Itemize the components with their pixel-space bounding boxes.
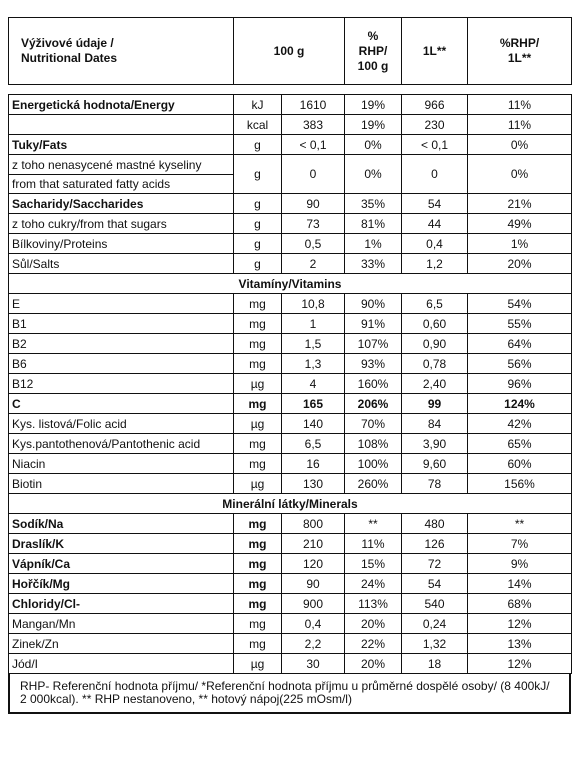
nutrient-name: B1 <box>9 314 234 334</box>
value-per-1l: 0,60 <box>402 314 468 334</box>
unit-cell: µg <box>234 414 282 434</box>
rhp-per-100g: 206% <box>345 394 402 414</box>
rhp-per-1l: 12% <box>468 654 572 674</box>
value-per-100g: 1,3 <box>282 354 345 374</box>
value-per-1l: 44 <box>402 214 468 234</box>
value-per-1l: 54 <box>402 194 468 214</box>
rhp-per-100g: 100% <box>345 454 402 474</box>
rhp-per-1l: 56% <box>468 354 572 374</box>
nutrient-name: Chloridy/Cl- <box>9 594 234 614</box>
nutrient-name: Zinek/Zn <box>9 634 234 654</box>
nutrition-label <box>8 17 571 714</box>
nutrient-name: Hořčík/Mg <box>9 574 234 594</box>
rhp-per-1l: 1% <box>468 234 572 254</box>
rhp-per-1l: 11% <box>468 95 572 115</box>
rhp-per-1l: 68% <box>468 594 572 614</box>
nutrient-name: B6 <box>9 354 234 374</box>
nutrient-name: Bílkoviny/Proteins <box>9 234 234 254</box>
rhp-per-1l: 14% <box>468 574 572 594</box>
value-per-1l: 99 <box>402 394 468 414</box>
nutrient-name-line: z toho nenasycené mastné kyseliny <box>12 157 202 172</box>
value-per-100g: 90 <box>282 574 345 594</box>
rhp-per-100g: 24% <box>345 574 402 594</box>
value-per-1l: 540 <box>402 594 468 614</box>
vitamins-section-header <box>9 274 572 294</box>
value-per-1l: 18 <box>402 654 468 674</box>
nutrient-name: Sacharidy/Saccharides <box>9 194 234 214</box>
unit-cell: mg <box>234 354 282 374</box>
table-row <box>9 155 572 194</box>
table-row <box>9 294 572 314</box>
value-per-100g: 140 <box>282 414 345 434</box>
rhp-per-1l: 12% <box>468 614 572 634</box>
value-per-1l: 966 <box>402 95 468 115</box>
nutrient-name: Draslík/K <box>9 534 234 554</box>
value-per-1l: 1,32 <box>402 634 468 654</box>
value-per-100g: 10,8 <box>282 294 345 314</box>
rhp-per-100g: 35% <box>345 194 402 214</box>
header-per-1l: 1L** <box>402 18 468 85</box>
table-row <box>9 574 572 594</box>
nutrient-name: B12 <box>9 374 234 394</box>
value-per-1l: < 0,1 <box>402 135 468 155</box>
value-per-1l: 126 <box>402 534 468 554</box>
table-row <box>9 214 572 234</box>
nutrient-name: B2 <box>9 334 234 354</box>
value-per-1l: 0,4 <box>402 234 468 254</box>
unit-cell: mg <box>234 594 282 614</box>
value-per-100g: 0,5 <box>282 234 345 254</box>
value-per-100g: 6,5 <box>282 434 345 454</box>
value-per-1l: 230 <box>402 115 468 135</box>
rhp-per-100g: 15% <box>345 554 402 574</box>
rhp-per-100g: 260% <box>345 474 402 494</box>
rhp-per-100g: 91% <box>345 314 402 334</box>
value-per-1l: 2,40 <box>402 374 468 394</box>
unit-cell: g <box>234 254 282 274</box>
table-row <box>9 654 572 674</box>
rhp-per-1l: 49% <box>468 214 572 234</box>
nutrient-name: Energetická hodnota/Energy <box>9 95 234 115</box>
value-per-1l: 78 <box>402 474 468 494</box>
nutrient-name: Kys. listová/Folic acid <box>9 414 234 434</box>
value-per-100g: 90 <box>282 194 345 214</box>
table-row <box>9 454 572 474</box>
value-per-1l: 0 <box>402 155 468 194</box>
value-per-100g: 2,2 <box>282 634 345 654</box>
rhp-per-100g: 33% <box>345 254 402 274</box>
rhp-per-100g: 113% <box>345 594 402 614</box>
nutrient-name: Jód/I <box>9 654 234 674</box>
table-row <box>9 95 572 115</box>
table-row <box>9 534 572 554</box>
nutrient-name: E <box>9 294 234 314</box>
unit-cell: mg <box>234 634 282 654</box>
value-per-100g: 0,4 <box>282 614 345 634</box>
rhp-per-1l: 11% <box>468 115 572 135</box>
table-row <box>9 634 572 654</box>
nutrient-name: Kys.pantothenová/Pantothenic acid <box>9 434 234 454</box>
rhp-per-100g: 20% <box>345 654 402 674</box>
header-gap <box>9 85 572 95</box>
value-per-1l: 84 <box>402 414 468 434</box>
rhp-per-1l: 64% <box>468 334 572 354</box>
rhp-per-100g: 90% <box>345 294 402 314</box>
value-per-100g: 165 <box>282 394 345 414</box>
table-row <box>9 594 572 614</box>
unit-cell: kcal <box>234 115 282 135</box>
unit-cell: mg <box>234 534 282 554</box>
value-per-100g: 30 <box>282 654 345 674</box>
rhp-per-1l: 42% <box>468 414 572 434</box>
header-rhp-1l: %RHP/ 1L** <box>468 18 572 85</box>
minerals-section-header <box>9 494 572 514</box>
value-per-1l: 6,5 <box>402 294 468 314</box>
table-row <box>9 194 572 214</box>
section-title: Vitamíny/Vitamins <box>9 274 572 294</box>
rhp-per-100g: 11% <box>345 534 402 554</box>
value-per-1l: 3,90 <box>402 434 468 454</box>
unit-cell: mg <box>234 514 282 534</box>
nutrient-name: Biotin <box>9 474 234 494</box>
value-per-100g: 800 <box>282 514 345 534</box>
table-row <box>9 414 572 434</box>
nutrient-name: Mangan/Mn <box>9 614 234 634</box>
header-per-100g: 100 g <box>234 18 345 85</box>
rhp-per-1l: 65% <box>468 434 572 454</box>
unit-cell: mg <box>234 394 282 414</box>
unit-cell: mg <box>234 574 282 594</box>
nutrient-name <box>9 115 234 135</box>
header-rhp-100g: % RHP/ 100 g <box>345 18 402 85</box>
rhp-per-1l: 156% <box>468 474 572 494</box>
value-per-1l: 0,24 <box>402 614 468 634</box>
rhp-per-1l: 9% <box>468 554 572 574</box>
nutrient-name: Niacin <box>9 454 234 474</box>
table-row <box>9 614 572 634</box>
value-per-100g: 900 <box>282 594 345 614</box>
value-per-1l: 0,78 <box>402 354 468 374</box>
rhp-per-1l: 20% <box>468 254 572 274</box>
rhp-per-1l: 7% <box>468 534 572 554</box>
nutrient-name: z toho cukry/from that sugars <box>9 214 234 234</box>
unit-cell: mg <box>234 614 282 634</box>
rhp-per-1l: 13% <box>468 634 572 654</box>
unit-cell: mg <box>234 554 282 574</box>
table-row <box>9 135 572 155</box>
rhp-per-100g: 1% <box>345 234 402 254</box>
value-per-1l: 9,60 <box>402 454 468 474</box>
nutrient-name: C <box>9 394 234 414</box>
rhp-per-100g: 160% <box>345 374 402 394</box>
table-row <box>9 354 572 374</box>
nutrient-name <box>9 155 234 194</box>
header-nutritional-dates: Výživové údaje / Nutritional Dates <box>9 18 234 85</box>
table-row <box>9 334 572 354</box>
unit-cell: mg <box>234 294 282 314</box>
rhp-per-1l: ** <box>468 514 572 534</box>
unit-cell: g <box>234 135 282 155</box>
rhp-per-1l: 54% <box>468 294 572 314</box>
value-per-1l: 72 <box>402 554 468 574</box>
table-row <box>9 434 572 454</box>
rhp-per-100g: 19% <box>345 95 402 115</box>
rhp-per-1l: 21% <box>468 194 572 214</box>
rhp-per-100g: 19% <box>345 115 402 135</box>
value-per-100g: 16 <box>282 454 345 474</box>
table-row <box>9 254 572 274</box>
nutrient-name: Tuky/Fats <box>9 135 234 155</box>
nutrient-name-line: from that saturated fatty acids <box>9 174 233 193</box>
value-per-100g: 130 <box>282 474 345 494</box>
value-per-100g: 1 <box>282 314 345 334</box>
rhp-per-1l: 55% <box>468 314 572 334</box>
value-per-100g: < 0,1 <box>282 135 345 155</box>
value-per-100g: 1,5 <box>282 334 345 354</box>
rhp-per-1l: 96% <box>468 374 572 394</box>
unit-cell: g <box>234 155 282 194</box>
nutrition-table <box>8 17 572 674</box>
table-row <box>9 314 572 334</box>
table-row <box>9 554 572 574</box>
value-per-1l: 0,90 <box>402 334 468 354</box>
value-per-1l: 54 <box>402 574 468 594</box>
unit-cell: µg <box>234 474 282 494</box>
rhp-per-100g: 108% <box>345 434 402 454</box>
unit-cell: mg <box>234 454 282 474</box>
value-per-1l: 1,2 <box>402 254 468 274</box>
table-header-row <box>9 18 572 85</box>
rhp-per-100g: 81% <box>345 214 402 234</box>
value-per-100g: 383 <box>282 115 345 135</box>
unit-cell: g <box>234 194 282 214</box>
rhp-per-100g: 0% <box>345 155 402 194</box>
unit-cell: mg <box>234 334 282 354</box>
table-row <box>9 374 572 394</box>
rhp-per-1l: 0% <box>468 135 572 155</box>
section-title: Minerální látky/Minerals <box>9 494 572 514</box>
rhp-per-1l: 60% <box>468 454 572 474</box>
rhp-per-100g: ** <box>345 514 402 534</box>
rhp-per-100g: 93% <box>345 354 402 374</box>
rhp-per-100g: 20% <box>345 614 402 634</box>
unit-cell: µg <box>234 374 282 394</box>
table-row <box>9 115 572 135</box>
value-per-100g: 210 <box>282 534 345 554</box>
rhp-per-100g: 70% <box>345 414 402 434</box>
unit-cell: µg <box>234 654 282 674</box>
table-row <box>9 514 572 534</box>
rhp-per-100g: 107% <box>345 334 402 354</box>
nutrient-name: Sůl/Salts <box>9 254 234 274</box>
value-per-100g: 2 <box>282 254 345 274</box>
footnote: RHP- Referenční hodnota příjmu/ *Referenční hodnota příjmu u průměrné dospělé osoby/ (8 400kJ/ 2 000kcal). ** RHP nestanoveno, ** hotový nápoj(225 mOsm/l) <box>8 673 571 714</box>
nutrient-name: Sodík/Na <box>9 514 234 534</box>
value-per-1l: 480 <box>402 514 468 534</box>
unit-cell: g <box>234 234 282 254</box>
unit-cell: mg <box>234 314 282 334</box>
rhp-per-100g: 22% <box>345 634 402 654</box>
unit-cell: mg <box>234 434 282 454</box>
nutrient-name: Vápník/Ca <box>9 554 234 574</box>
unit-cell: kJ <box>234 95 282 115</box>
value-per-100g: 120 <box>282 554 345 574</box>
rhp-per-1l: 124% <box>468 394 572 414</box>
value-per-100g: 0 <box>282 155 345 194</box>
rhp-per-1l: 0% <box>468 155 572 194</box>
table-row <box>9 394 572 414</box>
rhp-per-100g: 0% <box>345 135 402 155</box>
table-row <box>9 474 572 494</box>
value-per-100g: 73 <box>282 214 345 234</box>
value-per-100g: 4 <box>282 374 345 394</box>
value-per-100g: 1610 <box>282 95 345 115</box>
table-row <box>9 234 572 254</box>
unit-cell: g <box>234 214 282 234</box>
